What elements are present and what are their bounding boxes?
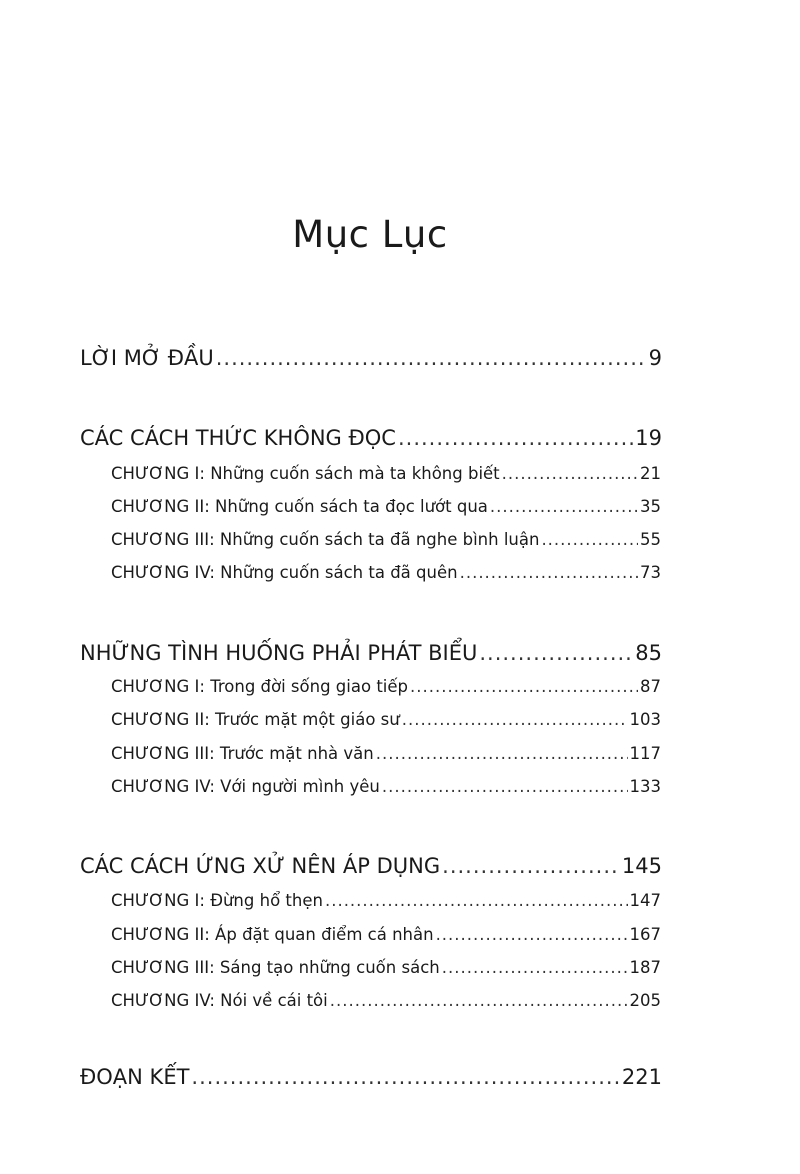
- toc-entry-page: 85: [635, 641, 662, 665]
- toc-entry-chapter: [111, 497, 661, 516]
- toc-entry-page: 55: [640, 530, 661, 549]
- toc-entry-part-3: [80, 854, 662, 878]
- toc-entry-chapter: [111, 464, 661, 483]
- toc-entry-page: 117: [629, 744, 661, 763]
- toc-entry-chapter: [111, 710, 661, 729]
- toc-entry-label: CHƯƠNG II: Trước mặt một giáo sư: [111, 710, 400, 729]
- dot-leader: [490, 497, 638, 516]
- dot-leader: [442, 958, 628, 977]
- toc-entry-chapter: [111, 925, 661, 944]
- toc-entry-label: CÁC CÁCH ỨNG XỬ NÊN ÁP DỤNG: [80, 854, 441, 878]
- toc-entry-prologue: [80, 346, 662, 370]
- dot-leader: [436, 925, 628, 944]
- toc-entry-chapter: [111, 530, 661, 549]
- dot-leader: [541, 530, 638, 549]
- toc-entry-label: CHƯƠNG III: Những cuốn sách ta đã nghe bình luận: [111, 530, 540, 549]
- toc-entry-page: 9: [648, 346, 662, 370]
- toc-entry-page: 205: [629, 991, 661, 1010]
- toc-entry-chapter: [111, 891, 661, 910]
- toc-entry-chapter: [111, 677, 661, 696]
- dot-leader: [216, 346, 647, 370]
- dot-leader: [479, 641, 633, 665]
- toc-entry-part-2: [80, 641, 662, 665]
- dot-leader: [442, 854, 620, 878]
- toc-entry-part-1: [80, 426, 662, 450]
- toc-entry-page: 145: [621, 854, 662, 878]
- toc-entry-page: 87: [640, 677, 661, 696]
- toc-entry-chapter: [111, 991, 661, 1010]
- toc-entry-page: 221: [621, 1065, 662, 1089]
- toc-entry-page: 147: [629, 891, 661, 910]
- toc-entry-label: CHƯƠNG IV: Nói về cái tôi: [111, 991, 328, 1010]
- toc-entry-epilogue: [80, 1065, 662, 1089]
- toc-entry-page: 19: [635, 426, 662, 450]
- dot-leader: [191, 1065, 619, 1089]
- toc-entry-label: CHƯƠNG IV: Với người mình yêu: [111, 777, 380, 796]
- toc-entry-label: CHƯƠNG I: Trong đời sống giao tiếp: [111, 677, 408, 696]
- toc-entry-chapter: [111, 563, 661, 582]
- toc-entry-page: 103: [629, 710, 661, 729]
- toc-entry-label: CÁC CÁCH THỨC KHÔNG ĐỌC: [80, 426, 396, 450]
- dot-leader: [502, 464, 638, 483]
- toc-entry-page: 187: [629, 958, 661, 977]
- dot-leader: [402, 710, 628, 729]
- toc-entry-page: 21: [640, 464, 661, 483]
- dot-leader: [382, 777, 628, 796]
- toc-entry-label: CHƯƠNG I: Đừng hổ thẹn: [111, 891, 323, 910]
- toc-entry-chapter: [111, 777, 661, 796]
- toc-entry-page: 167: [629, 925, 661, 944]
- toc-entry-page: 73: [640, 563, 661, 582]
- dot-leader: [410, 677, 638, 696]
- toc-entry-page: 35: [640, 497, 661, 516]
- toc-entry-label: CHƯƠNG IV: Những cuốn sách ta đã quên: [111, 563, 458, 582]
- dot-leader: [330, 991, 628, 1010]
- dot-leader: [460, 563, 638, 582]
- toc-entry-label: CHƯƠNG II: Những cuốn sách ta đọc lướt qua: [111, 497, 488, 516]
- dot-leader: [398, 426, 633, 450]
- page-title: Mục Lục: [292, 212, 448, 256]
- toc-entry-label: CHƯƠNG III: Sáng tạo những cuốn sách: [111, 958, 440, 977]
- toc-entry-label: NHỮNG TÌNH HUỐNG PHẢI PHÁT BIỂU: [80, 641, 478, 665]
- toc-entry-chapter: [111, 744, 661, 763]
- toc-entry-chapter: [111, 958, 661, 977]
- toc-entry-label: CHƯƠNG III: Trước mặt nhà văn: [111, 744, 374, 763]
- dot-leader: [376, 744, 628, 763]
- dot-leader: [325, 891, 628, 910]
- toc-entry-label: LỜI MỞ ĐẦU: [80, 346, 214, 370]
- toc-entry-label: CHƯƠNG II: Áp đặt quan điểm cá nhân: [111, 925, 434, 944]
- toc-entry-label: ĐOẠN KẾT: [80, 1065, 190, 1089]
- toc-entry-page: 133: [629, 777, 661, 796]
- toc-entry-label: CHƯƠNG I: Những cuốn sách mà ta không biết: [111, 464, 500, 483]
